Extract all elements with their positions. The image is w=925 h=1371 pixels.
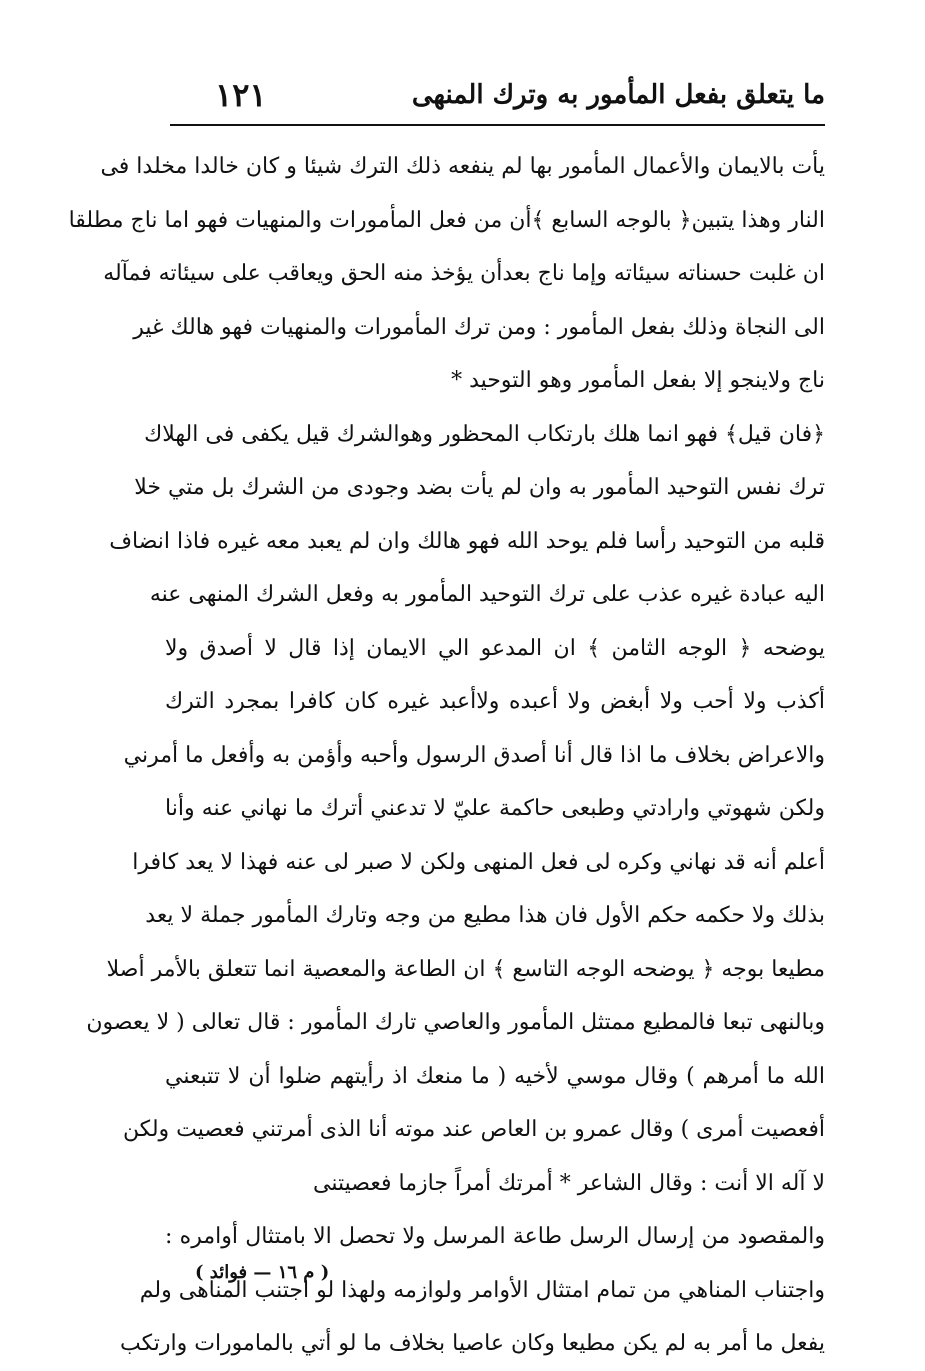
text-line: ناج ولاينجو إلا بفعل المأمور وهو التوحيد * — [451, 368, 825, 393]
text-line: والمقصود من إرسال الرسل طاعة المرسل ولا تحصل الا بامتثال أوامره : — [165, 1224, 825, 1249]
text-line: يفعل ما أمر به لم يكن مطيعا وكان عاصيا بخلاف ما لو أتي بالمامورات وارتكب — [120, 1331, 825, 1356]
running-title: ما يتعلق بفعل المأمور به وترك المنهى — [411, 80, 825, 110]
header-rule — [170, 124, 825, 126]
text-line: يوضحه ﴿ الوجه الثامن ﴾ ان المدعو الي الايمان إذا قال لا أصدق ولا — [165, 635, 825, 661]
text-line: أكذب ولا أحب ولا أبغض ولا أعبده ولاأعبد غيره كان كافرا بمجرد الترك — [165, 689, 825, 714]
text-line: بذلك ولا حكمه حكم الأول فان هذا مطيع من وجه وتارك المأمور جملة لا يعد — [145, 903, 825, 928]
text-line: لا آله الا أنت : وقال الشاعر * أمرتك أمراً جازما فعصيتنى — [313, 1170, 825, 1196]
page-number: ١٢١ — [215, 76, 267, 114]
text-line: مطيعا بوجه ﴿ يوضحه الوجه التاسع ﴾ ان الطاعة والمعصية انما تتعلق بالأمر أصلا — [106, 956, 825, 982]
text-line: يأت بالايمان والأعمال المأمور بها لم ينفعه ذلك الترك شيئا و كان خالدا مخلدا فى — [100, 154, 825, 179]
text-line: اليه عبادة غيره عذب على ترك التوحيد المأمور به وفعل الشرك المنهى عنه — [149, 582, 825, 607]
text-line: ﴿فان قيل﴾ فهو انما هلك بارتكاب المحظور وهوالشرك قيل يكفى فى الهلاك — [144, 421, 825, 447]
body-text — [68, 140, 825, 1371]
signature-mark: ( م ١٦ — فوائد ) — [195, 1262, 330, 1283]
text-line: قلبه من التوحيد رأسا فلم يوحد الله فهو هالك وان لم يعبد معه غيره فاذا انضاف — [109, 528, 825, 554]
text-line: ترك نفس التوحيد المأمور به وان لم يأت بضد وجودى من الشرك بل متي خلا — [134, 475, 825, 500]
text-line: ولكن شهوتي وارادتي وطبعى حاكمة عليّ لا تدعني أترك ما نهاني عنه وأنا — [165, 796, 825, 821]
text-line: أفعصيت أمرى ) وقال عمرو بن العاص عند موته أنا الذى أمرتني فعصيت ولكن — [122, 1117, 825, 1142]
text-line: أعلم أنه قد نهاني وكره لى فعل المنهى ولكن لا صبر لى عنه فهذا لا يعد كافرا — [132, 849, 825, 875]
text-line: واجتناب المناهي من تمام امتثال الأوامر ولوازمه ولهذا لو اجتنب المناهى ولم — [139, 1277, 825, 1303]
text-line: والاعراض بخلاف ما اذا قال أنا أصدق الرسول وأحبه وأؤمن به وأفعل ما أمرني — [123, 742, 825, 768]
text-line: ان غلبت حسناته سيئاته وإما ناج بعدأن يؤخذ منه الحق ويعاقب على سيئاته فمآله — [103, 261, 825, 286]
text-line: الى النجاة وذلك بفعل المأمور : ومن ترك المأمورات والمنهيات فهو هالك غير — [133, 314, 825, 340]
page-header — [170, 72, 825, 122]
text-line: الله ما أمرهم ) وقال موسي لأخيه ( ما منعك اذ رأيتهم ضلوا أن لا تتبعني — [165, 1063, 825, 1089]
text-line: النار وهذا يتبين﴿ بالوجه السابع ﴾أن من فعل المأمورات والمنهيات فهو اما ناج مطلقا — [68, 207, 825, 233]
text-line: وبالنهى تبعا فالمطيع ممتثل المأمور والعاصي تارك المأمور : قال تعالى ( لا يعصون — [86, 1010, 825, 1035]
